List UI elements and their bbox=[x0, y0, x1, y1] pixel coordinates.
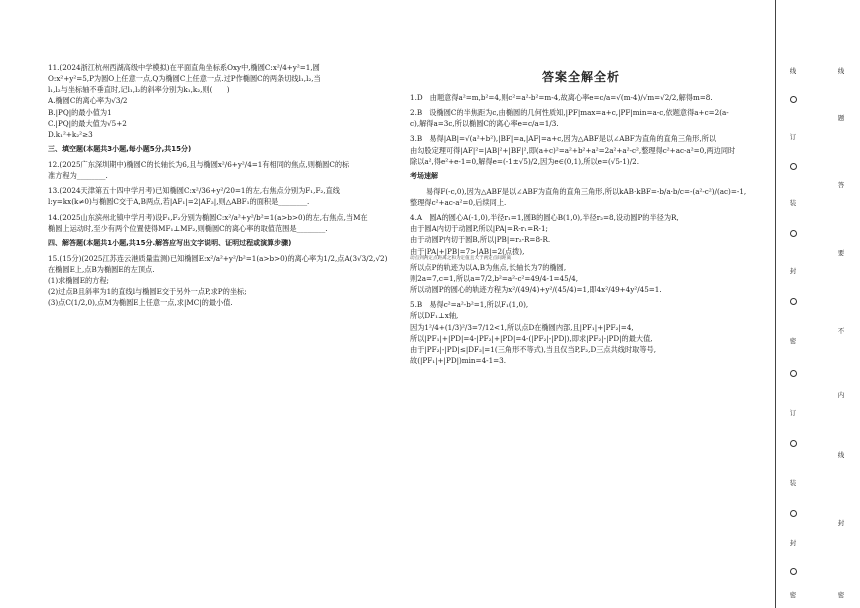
a4-line: 由于|PA|+|PB|=7>|AB|=2(点拨), bbox=[410, 246, 525, 256]
answer-3 bbox=[410, 133, 752, 166]
a3-line: 除以a²,得e²+e-1=0,解得e=(-1±√5)/2,因为e∈(0,1),所以e=(√5-1)/2. bbox=[410, 156, 639, 166]
a2-line: 2.B 设椭圆C的半焦距为c,由椭圆的几何性质知,|PF|max=a+c,|PF|min=a-c,依题意得a+c=2(a- bbox=[410, 108, 729, 118]
binding-labels-left bbox=[788, 8, 798, 603]
q14-line: 椭圆上运动时,至少有两个位置使得MF₁⊥MF₂,则椭圆C的离心率的取值范围是________. bbox=[48, 223, 328, 233]
a4-line: 由于圆A内切于动圆P,所以|PA|=R-r₁=R-1; bbox=[410, 224, 548, 234]
fast-solution-title: 考场速解 bbox=[410, 171, 438, 180]
a5-line: 由于|PF₂|-|PD|≤|DF₂|=1(三角形不等式),当且仅当P,F₂,D三点共线时取等号, bbox=[410, 344, 657, 354]
a5-line: 因为1²/4+(1/3)²/3=7/12<1,所以点D在椭圆内部,且|PF₁|+|PF₂|=4, bbox=[410, 322, 634, 332]
q15-line: 15.(15分)(2025江苏连云港质量监测)已知椭圆E:x²/a²+y²/b²=1(a>b>0)的离心率为1/2,点A(3√3/2,√2) bbox=[48, 253, 388, 263]
answer-5 bbox=[410, 299, 752, 366]
question-14 bbox=[48, 212, 391, 234]
q12-line: 12.(2025广东深圳期中)椭圆C的长轴长为6,且与椭圆x²/6+y²/4=1有相同的焦点,则椭圆C的标 bbox=[48, 159, 350, 169]
answer-2 bbox=[410, 107, 752, 129]
q11-line: O:x²+y²=5,P为圆O上任意一点,Q为椭圆C上任意一点.过P作椭圆C的两条切线l₁,l₂,当 bbox=[48, 74, 321, 84]
binding-label: 密 bbox=[789, 337, 797, 345]
q11-option-a: A.椭圆C的离心率为√3/2 bbox=[48, 96, 128, 106]
binding-label: 不 bbox=[837, 327, 845, 335]
section-solution-title: 四、解答题(本题共1小题,共15分.解答应写出文字说明、证明过程或演算步骤) bbox=[48, 238, 292, 247]
a5-line: 所以|PF₁|+|PD|=4-|PF₂|+|PD|=4-(|PF₂|-|PD|),即求|PF₂|-|PD|的最大值, bbox=[410, 333, 653, 343]
binding-label: 题 bbox=[837, 114, 845, 122]
binding-labels-right bbox=[836, 8, 846, 603]
fast-line: 整理得c²+ac-a²=0,后续同上. bbox=[410, 197, 507, 207]
binding-label: 内 bbox=[837, 391, 845, 399]
q11-option-c: C.|PQ|的最大值为√5+2 bbox=[48, 118, 127, 128]
binding-label: 答 bbox=[837, 181, 845, 189]
binding-label: 封 bbox=[789, 539, 797, 547]
binding-label: 要 bbox=[837, 249, 845, 257]
q15-part-3: (3)点C(1/2,0),点M为椭圆E上任意一点,求|MC|的最小值. bbox=[48, 298, 233, 308]
binding-label: 订 bbox=[789, 133, 797, 141]
q15-line: 在椭圆E上,点B为椭圆E的左顶点. bbox=[48, 264, 155, 274]
q11-option-d: D.k₁²+k₂²≥3 bbox=[48, 129, 93, 139]
answer-1 bbox=[410, 92, 752, 103]
a5-line: 所以DF₁⊥x轴, bbox=[410, 311, 459, 321]
binding-label: 订 bbox=[789, 409, 797, 417]
a3-line: 3.B 易得|AB|=√(a²+b²),|BF|=a,|AF|=a+c,因为△ABF是以∠ABF为直角的直角三角形,所以 bbox=[410, 134, 717, 144]
a4-line: 所以点P的轨迹为以A,B为焦点,长轴长为7的椭圆, bbox=[410, 262, 567, 272]
q13-line: 13.(2024天津第五十四中学月考)已知椭圆C:x²/36+y²/20=1的左,右焦点分别为F₁,F₂,直线 bbox=[48, 186, 340, 196]
binding-line bbox=[775, 0, 776, 608]
binding-label: 密 bbox=[837, 591, 845, 599]
fast-line: 易得F(-c,0),因为△ABF是以∠ABF为直角的直角三角形,所以kAB·kBF=-b/a·b/c=-(a²-c²)/(ac)=-1, bbox=[426, 186, 747, 196]
binding-label: 密 bbox=[789, 591, 797, 599]
q11-line: 11.(2024浙江杭州西湖高级中学模拟)在平面直角坐标系Oxy中,椭圆C:x²/4+y²=1,圆 bbox=[48, 63, 320, 72]
a2-line: c),解得a=3c,所以椭圆C的离心率e=c/a=1/3. bbox=[410, 119, 559, 129]
a1-line: 1.D 由题意得a²=m,b²=4,则c²=a²-b²=m-4,故离心率e=c/a=√(m-4)/√m=√2/2,解得m=8. bbox=[410, 93, 713, 102]
question-15 bbox=[48, 253, 391, 309]
a4-line: 所以动圆P的圆心的轨迹方程为x²/(49/4)+y²/(45/4)=1,即4x²/49+4y²/45=1. bbox=[410, 285, 662, 295]
a5-line: 5.B 易得c²=a²-b²=1,所以F₁(1,0), bbox=[410, 300, 529, 310]
q15-part-2: (2)过点B且斜率为1的直线l与椭圆E交于另外一点P,求P的坐标; bbox=[48, 287, 247, 297]
section-fill-in-title: 三、填空题(本题共3小题,每小题5分,共15分) bbox=[48, 145, 192, 154]
question-13 bbox=[48, 185, 391, 207]
answer-column bbox=[410, 92, 752, 370]
q11-line: l₁,l₂与坐标轴不垂直时,记l₁,l₂的斜率分别为k₁,k₂,则( ) bbox=[48, 85, 230, 95]
binding-label: 装 bbox=[789, 479, 797, 487]
q11-option-b: B.|PQ|的最小值为1 bbox=[48, 107, 112, 117]
question-11 bbox=[48, 62, 391, 140]
fast-solution bbox=[410, 186, 752, 208]
binding-label: 装 bbox=[789, 199, 797, 207]
binding-label: 线 bbox=[789, 67, 797, 75]
a4-line: 由于动圆P内切于圆B,所以|PB|=r₂-R=8-R. bbox=[410, 235, 551, 245]
question-column bbox=[48, 62, 391, 313]
a5-line: 故(|PF₁|+|PD|)min=4-1=3. bbox=[410, 356, 507, 366]
binding-label: 线 bbox=[837, 67, 845, 75]
binding-label: 线 bbox=[837, 451, 845, 459]
q14-line: 14.(2025山东滨州北镇中学月考)设F₁,F₂分别为椭圆C:x²/a²+y²/b²=1(a>b>0)的左,右焦点,当M在 bbox=[48, 212, 368, 222]
a4-line: 则2a=7,c=1,所以a=7/2,b²=a²-c²=49/4-1=45/4, bbox=[410, 273, 578, 283]
q13-line: l:y=kx(k≠0)与椭圆C交于A,B两点,若|AF₁|=2|AF₂|,则△ABF₁的面积是________. bbox=[48, 197, 310, 207]
question-12 bbox=[48, 159, 391, 181]
a4-line: 4.A 圆A的圆心A(-1,0),半径r₁=1,圆B的圆心B(1,0),半径r₂=8,设动圆P的半径为R, bbox=[410, 213, 679, 223]
q12-line: 准方程为________. bbox=[48, 171, 108, 181]
answer-title: 答案全解全析 bbox=[541, 70, 620, 84]
q15-part-1: (1)求椭圆E的方程; bbox=[48, 276, 109, 286]
answer-4 bbox=[410, 212, 752, 295]
binding-label: 封 bbox=[837, 519, 845, 527]
a3-line: 由勾股定理可得|AF|²=|AB|²+|BF|²,即(a+c)²=a²+b²+a²=2a²+a²-c²,整理得c²+ac-a²=0,两边同时 bbox=[410, 145, 736, 155]
binding-label: 封 bbox=[789, 267, 797, 275]
a4-hint-note: 动点到两定点距离之和为定值且大于两定点间距离 bbox=[410, 255, 512, 261]
